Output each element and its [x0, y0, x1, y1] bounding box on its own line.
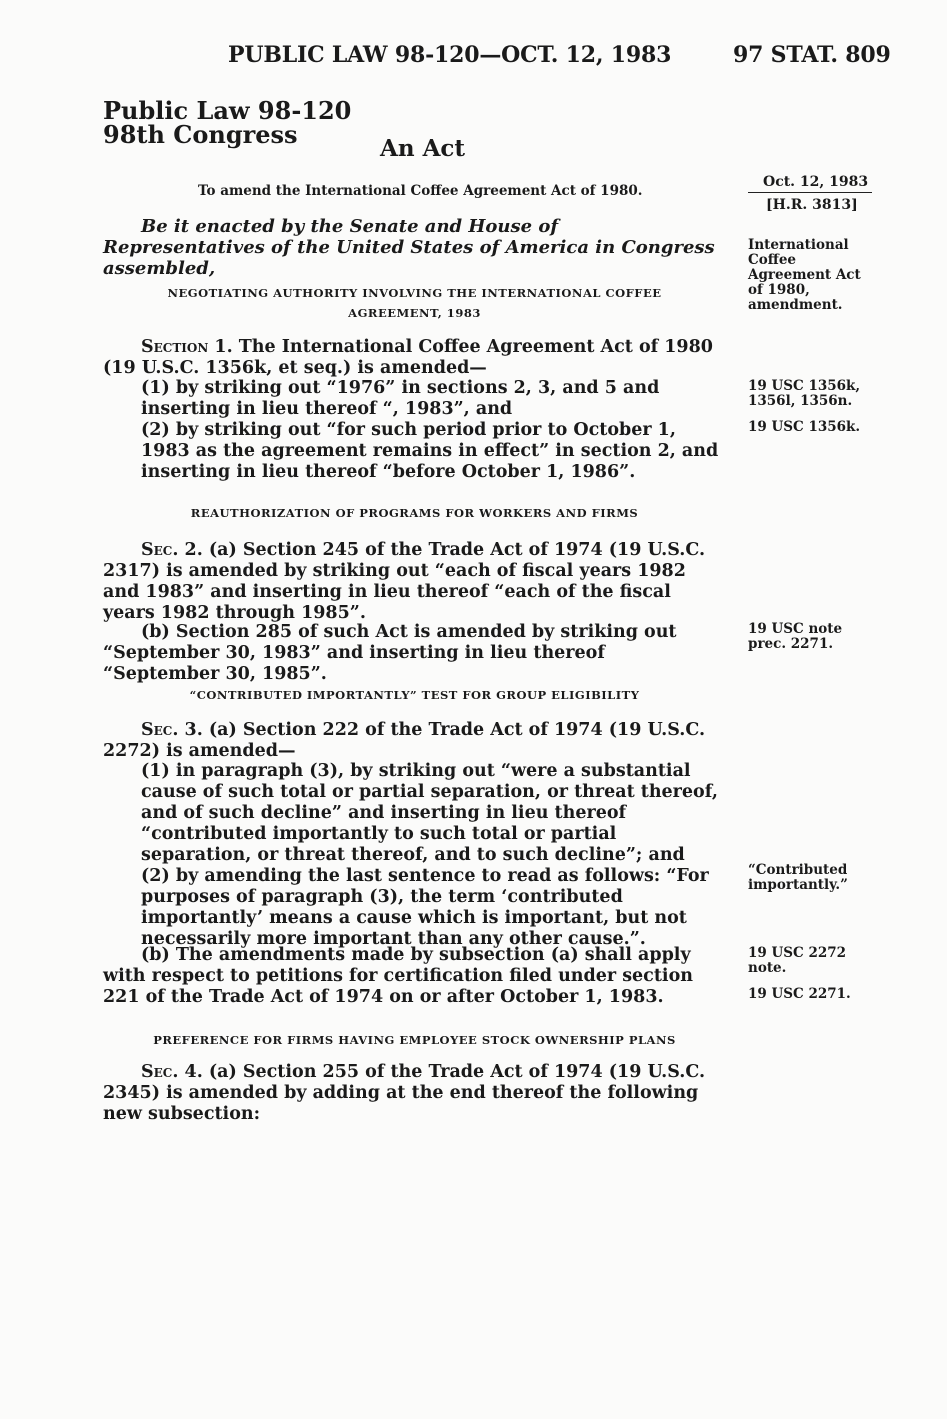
margin-citation-4-line1: 19 USC 2272	[748, 945, 847, 961]
margin-date-rule	[748, 192, 872, 193]
section-1-para-1	[103, 378, 726, 420]
section-1-intro	[103, 337, 726, 379]
section-3-label: Sec.	[141, 720, 179, 740]
section-2a	[103, 540, 726, 624]
section-1-heading	[103, 283, 726, 323]
enacting-clause-text: Be it enacted by the Senate and House of Representatives of the United States of America in Congress assembled,	[103, 216, 715, 279]
section-4-label: Sec.	[141, 1062, 179, 1082]
running-header-left: PUBLIC LAW 98-120—OCT. 12, 1983	[228, 42, 672, 68]
section-1-para-2-text: (2) by striking out “for such period prior to October 1, 1983 as the agreement remains in effect” in section 2, and inserting in lieu thereof “before October 1, 1986”.	[141, 420, 719, 482]
margin-subject-line1: International	[748, 237, 849, 253]
congress-number: 98th Congress	[103, 120, 298, 149]
margin-citation-3-line1: 19 USC note	[748, 621, 843, 637]
margin-citation-4-line2: note.	[748, 960, 787, 976]
section-4a	[103, 1062, 726, 1125]
section-1-para-2	[103, 420, 726, 483]
enacting-clause	[103, 216, 726, 279]
section-2-label: Sec.	[141, 540, 179, 560]
margin-citation-1-line2: 1356l, 1356n.	[748, 393, 853, 409]
margin-defined-term	[748, 863, 878, 893]
section-1-intro-text: 1. The International Coffee Agreement Act of 1980 (19 U.S.C. 1356k, et seq.) is amended—	[103, 337, 713, 378]
section-2b: (b) Section 285 of such Act is amended by striking out “September 30, 1983” and inserting in lieu thereof “September 30, 1985”.	[103, 622, 677, 684]
margin-subject-line5: amendment.	[748, 297, 843, 313]
margin-subject-line4: of 1980,	[748, 282, 810, 298]
margin-subject	[748, 238, 878, 313]
section-3a-intro-text: 3. (a) Section 222 of the Trade Act of 1974 (19 U.S.C. 2272) is amended—	[103, 720, 706, 761]
margin-citation-3-line2: prec. 2271.	[748, 636, 834, 652]
public-law-number: Public Law 98-120	[103, 96, 352, 125]
section-2-heading: REAUTHORIZATION OF PROGRAMS FOR WORKERS AND FIRMS	[190, 506, 639, 520]
margin-citation-2: 19 USC 1356k.	[748, 419, 861, 435]
section-3b: (b) The amendments made by subsection (a) shall apply with respect to petitions for certification filed under section 221 of the Trade Act of 1974 on or after October 1, 1983.	[103, 945, 693, 1007]
section-1-label: Section	[141, 337, 209, 357]
margin-citation-1-line1: 19 USC 1356k,	[748, 378, 861, 394]
section-3a-para-1	[103, 761, 726, 866]
margin-subject-line3: Agreement Act	[748, 267, 861, 283]
section-1-para-1-text: (1) by striking out “1976” in sections 2, 3, and 5 and inserting in lieu thereof “, 1983”, and	[141, 378, 660, 419]
section-4a-text: 4. (a) Section 255 of the Trade Act of 1974 (19 U.S.C. 2345) is amended by adding at the end thereof the following new subsection:	[103, 1062, 706, 1124]
section-1-heading-line2: AGREEMENT, 1983	[348, 306, 481, 320]
section-3-heading: “CONTRIBUTED IMPORTANTLY” TEST FOR GROUP ELIGIBILITY	[189, 688, 640, 702]
margin-bill-number: [H.R. 3813]	[766, 197, 858, 213]
margin-date: Oct. 12, 1983	[763, 174, 869, 190]
section-4-heading: PREFERENCE FOR FIRMS HAVING EMPLOYEE STOCK OWNERSHIP PLANS	[153, 1033, 676, 1047]
section-3a-para-1-text: (1) in paragraph (3), by striking out “were a substantial cause of such total or partial separation, or threat thereof, and of such decline” and inserting in lieu thereof “contributed importantly to such total or partial separation, or threat thereof, and to such decline”; and	[141, 761, 718, 865]
margin-citation-1	[748, 379, 878, 409]
margin-subject-line2: Coffee	[748, 252, 797, 268]
act-title: An Act	[380, 135, 466, 162]
section-3a-intro	[103, 720, 726, 762]
margin-citation-3	[748, 622, 878, 652]
section-3a-para-2	[103, 866, 726, 950]
margin-citation-5: 19 USC 2271.	[748, 986, 851, 1002]
margin-defined-term-line1: “Contributed	[748, 862, 848, 878]
section-1-heading-line1: NEGOTIATING AUTHORITY INVOLVING THE INTERNATIONAL COFFEE	[167, 286, 662, 300]
section-3a-para-2-text: (2) by amending the last sentence to read as follows: “For purposes of paragraph (3), the term ‘contributed importantly’ means a cause which is important, but not necessarily more important than any other cause.”.	[141, 866, 709, 949]
running-header-page: 97 STAT. 809	[733, 42, 891, 68]
section-2a-text: 2. (a) Section 245 of the Trade Act of 1974 (19 U.S.C. 2317) is amended by striking out “each of fiscal years 1982 and 1983” and inserting in lieu thereof “each of the fiscal years 1982 through 1985”.	[103, 540, 706, 623]
margin-defined-term-line2: importantly.”	[748, 877, 848, 893]
margin-citation-4	[748, 946, 878, 976]
act-purpose: To amend the International Coffee Agreement Act of 1980.	[198, 183, 643, 199]
